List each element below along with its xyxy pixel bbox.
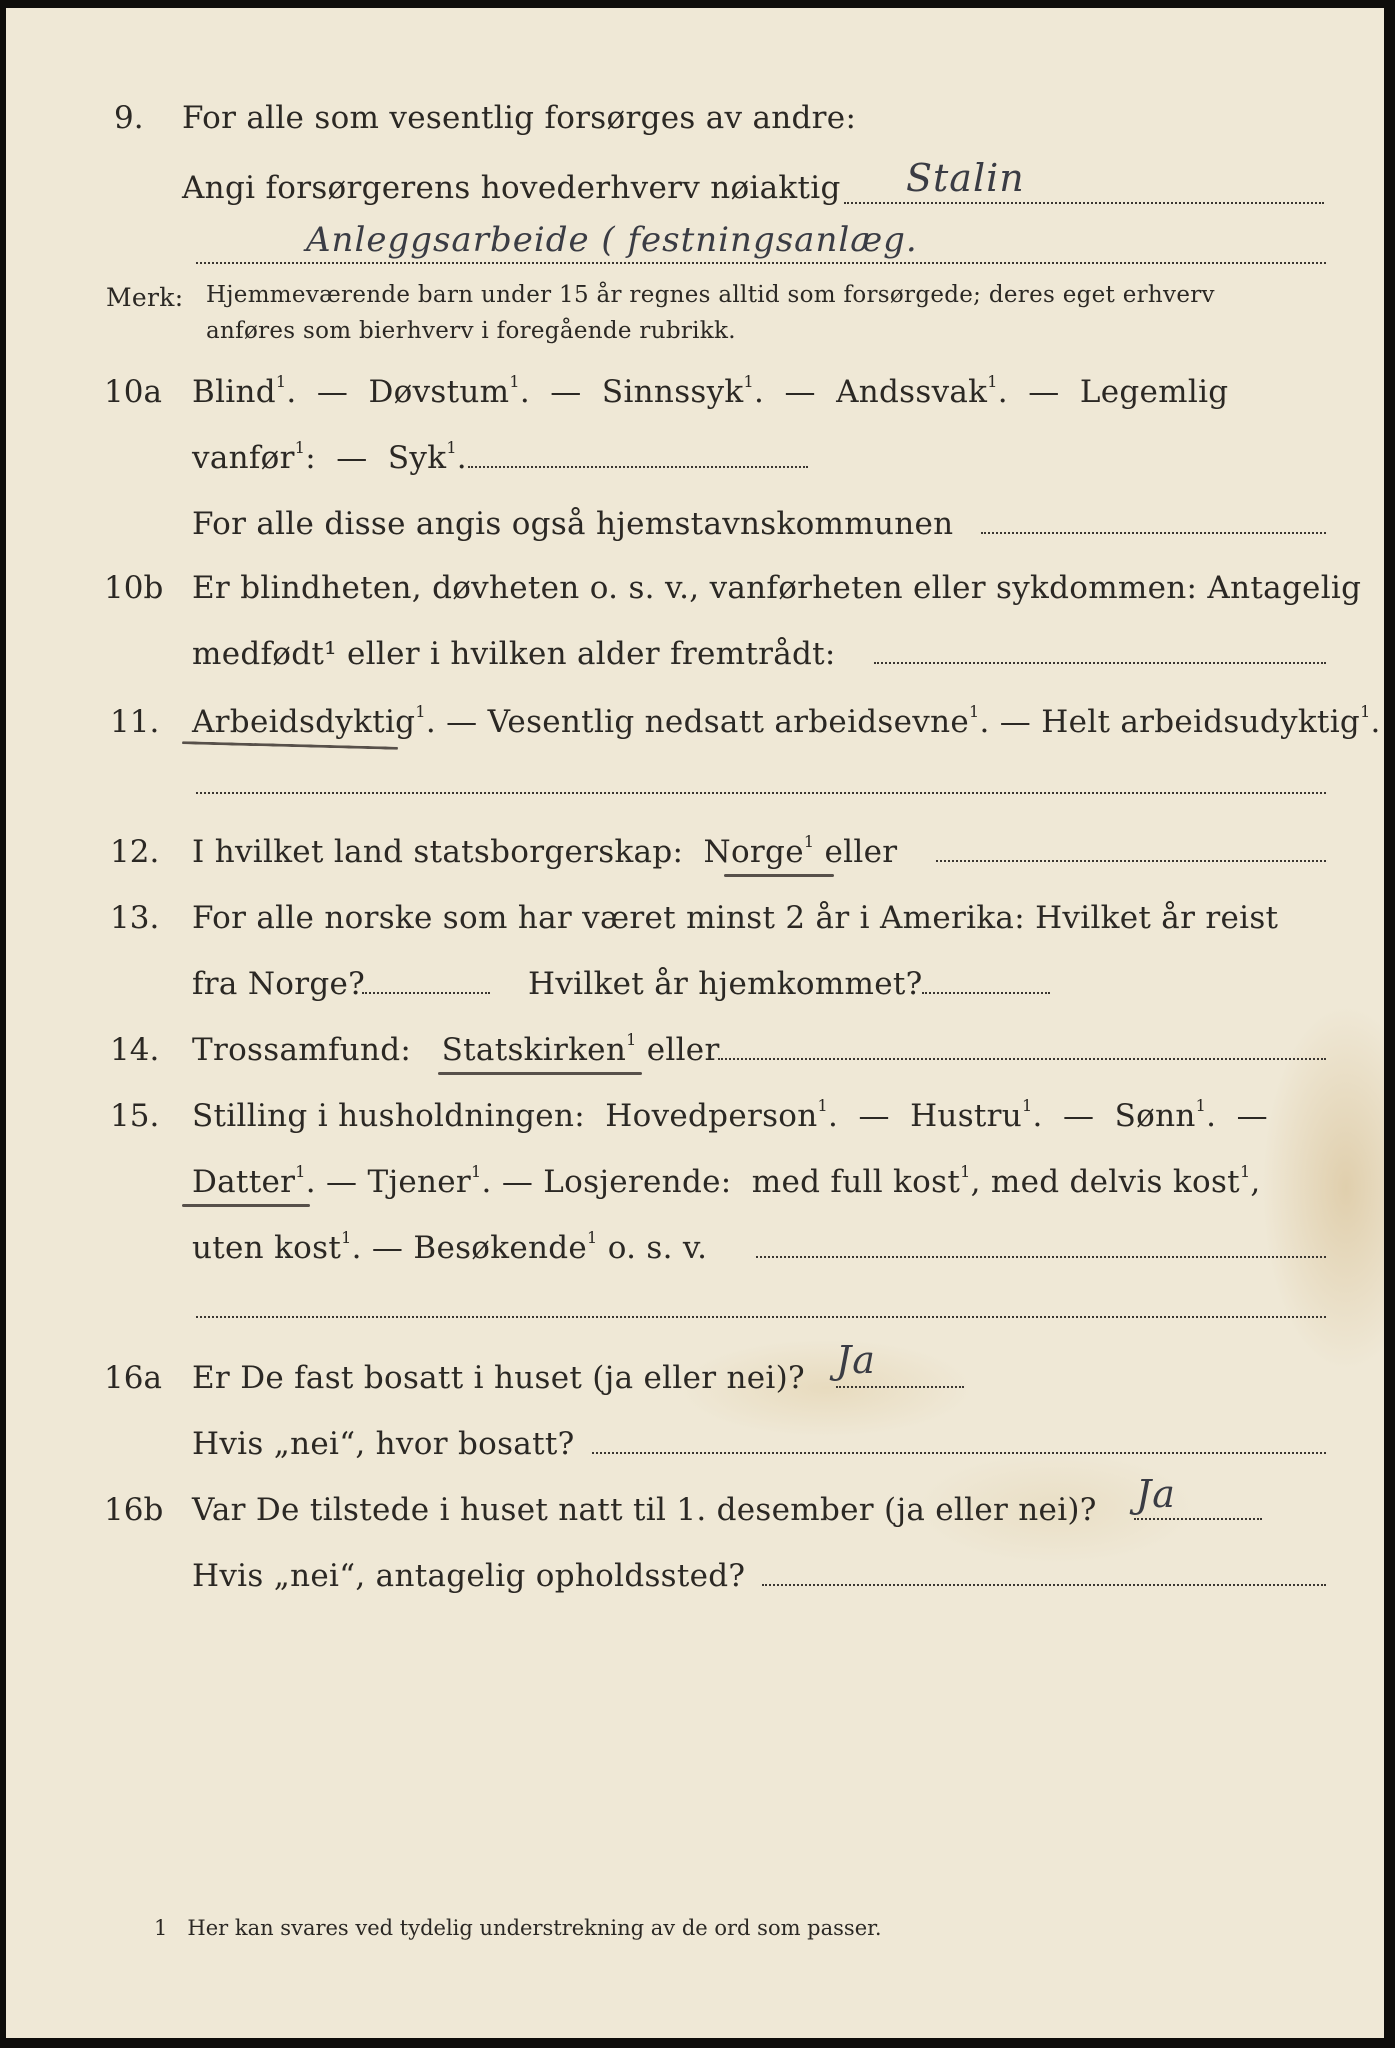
q11-helt[interactable]: Helt arbeidsudyktig	[1041, 704, 1361, 740]
q15-underline-ink	[182, 1204, 310, 1207]
q12-underline-ink	[724, 874, 834, 877]
q12-line: I hvilket land statsborgerskap: Norge$^1$ eller	[192, 832, 898, 870]
q9-text: For alle som vesentlig forsørges av andre:	[182, 100, 857, 136]
footnote	[154, 1914, 882, 1942]
q10a-number: 10a	[104, 374, 162, 410]
q14-line: Trossamfund: Statskirken$^1$ eller	[192, 1030, 720, 1068]
q12-text: I hvilket land statsborgerskap:	[192, 834, 684, 870]
q15-fullkost[interactable]: med full kost	[751, 1164, 961, 1200]
q10a-sinnssyk[interactable]: Sinnssyk	[601, 374, 744, 410]
q9-number: 9.	[114, 100, 144, 136]
q10a-syk[interactable]: Syk	[387, 440, 447, 476]
q16a-answer-line[interactable]	[836, 1386, 964, 1388]
q9-provider-handwritten-2: Anleggsarbeide ( festningsanlæg.	[306, 220, 918, 260]
q11-line-blank[interactable]	[196, 792, 1326, 794]
q12-norge[interactable]: Norge	[703, 834, 804, 870]
q16a-where-label: Hvis „nei“, hvor bosatt?	[192, 1426, 575, 1462]
q16a-text: Er De fast bosatt i huset (ja eller nei)?	[192, 1360, 805, 1396]
q15-line-blank[interactable]	[756, 1256, 1326, 1258]
q10a-andssvak[interactable]: Andssvak	[836, 374, 988, 410]
q16b-answer-handwritten: Ja	[1136, 1472, 1176, 1516]
q15-line3: uten kost$^1$. — Besøkende$^1$ o. s. v.	[192, 1228, 708, 1266]
merk-text-2: anføres som bierhverv i foregående rubrikk.	[206, 318, 736, 344]
q10a-vanfor[interactable]: vanfør	[192, 440, 295, 476]
q15-label: Stilling i husholdningen:	[192, 1098, 585, 1134]
q15-line-blank-2[interactable]	[196, 1316, 1326, 1318]
q9-provider-line[interactable]	[844, 202, 1324, 204]
q13-departure-label: fra Norge?	[192, 966, 366, 1002]
q10a-home-label: For alle disse angis også hjemstavnskommunen	[192, 506, 954, 542]
q10b-text-2: medfødt¹ eller i hvilken alder fremtrådt:	[192, 636, 836, 672]
q15-delviskost[interactable]: med delvis kost	[990, 1164, 1240, 1200]
q16a-answer-handwritten: Ja	[836, 1338, 876, 1382]
footnote-marker: 1	[154, 1916, 168, 1940]
q14-label: Trossamfund:	[192, 1032, 412, 1068]
q13-return-line[interactable]	[922, 992, 1050, 994]
q15-losjerende[interactable]: Losjerende:	[543, 1164, 732, 1200]
q15-osv: o. s. v.	[607, 1230, 708, 1266]
census-form-page	[6, 8, 1384, 2038]
q9-provider-handwritten: Stalin	[906, 156, 1025, 200]
q10a-line2: vanfør$^1$: — Syk$^1$.	[192, 438, 467, 476]
q11-arbeidsdyktig[interactable]: Arbeidsdyktig	[192, 704, 416, 740]
q10b-line[interactable]	[874, 662, 1326, 664]
q15-besokende[interactable]: Besøkende	[413, 1230, 588, 1266]
q14-line-blank[interactable]	[718, 1058, 1326, 1060]
q9-provider-label: Angi forsørgerens hovederhverv nøiaktig	[182, 170, 841, 206]
q10a-legemlig[interactable]: Legemlig	[1079, 374, 1229, 410]
q15-datter[interactable]: Datter	[192, 1164, 296, 1200]
q13-number: 13.	[110, 900, 160, 936]
q16b-where-line[interactable]	[762, 1584, 1326, 1586]
q14-number: 14.	[110, 1032, 160, 1068]
q10a-dovstum[interactable]: Døvstum	[368, 374, 510, 410]
merk-text-1: Hjemmeværende barn under 15 år regnes alltid som forsørgede; deres eget erhverv	[206, 282, 1215, 308]
footnote-text: Her kan svares ved tydelig understrekning av de ord som passer.	[187, 1916, 882, 1940]
q11-line: Arbeidsdyktig$^1$. — Vesentlig nedsatt arbeidsevne$^1$. — Helt arbeidsudyktig$^1$.	[192, 702, 1381, 740]
q16b-where-label: Hvis „nei“, antagelig opholdssted?	[192, 1558, 746, 1594]
q10a-home-line[interactable]	[981, 532, 1326, 534]
q14-eller: eller	[646, 1032, 720, 1068]
q10a-line1: Blind$^1$. — Døvstum$^1$. — Sinnssyk$^1$. — Andssvak$^1$. — Legemlig	[192, 372, 1229, 410]
q15-line1: Stilling i husholdningen: Hovedperson$^1$. — Hustru$^1$. — Sønn$^1$. —	[192, 1096, 1268, 1134]
q9-provider-line-2[interactable]	[196, 262, 1326, 264]
q14-underline-ink	[438, 1072, 642, 1075]
q10a-syk-line[interactable]	[468, 466, 808, 468]
q12-number: 12.	[110, 834, 160, 870]
q15-number: 15.	[110, 1098, 160, 1134]
q16b-number: 16b	[104, 1492, 164, 1528]
q14-statskirken[interactable]: Statskirken	[441, 1032, 627, 1068]
q13-text: For alle norske som har været minst 2 år i Amerika: Hvilket år reist	[192, 900, 1279, 936]
q10b-number: 10b	[104, 570, 164, 606]
q11-underline-ink	[182, 741, 398, 750]
q12-line-blank[interactable]	[936, 860, 1326, 862]
q13-return-label: Hvilket år hjemkommet?	[528, 966, 923, 1002]
q15-sonn[interactable]: Sønn	[1114, 1098, 1196, 1134]
q16b-answer-line[interactable]	[1134, 1518, 1262, 1520]
q15-tjener[interactable]: Tjener	[367, 1164, 472, 1200]
q12-eller: eller	[824, 834, 898, 870]
q16b-text: Var De tilstede i huset natt til 1. desember (ja eller nei)?	[192, 1492, 1097, 1528]
merk-label: Merk:	[106, 283, 184, 312]
q16a-number: 16a	[104, 1360, 162, 1396]
q10b-text: Er blindheten, døvheten o. s. v., vanførheten eller sykdommen: Antagelig	[192, 570, 1362, 606]
q10a-blind[interactable]: Blind	[192, 374, 276, 410]
q15-line2: Datter$^1$. — Tjener$^1$. — Losjerende: med full kost$^1$, med delvis kost$^1$,	[192, 1162, 1261, 1200]
q16a-where-line[interactable]	[592, 1452, 1326, 1454]
q15-utenkost[interactable]: uten kost	[192, 1230, 342, 1266]
q15-hovedperson[interactable]: Hovedperson	[605, 1098, 818, 1134]
q15-hustru[interactable]: Hustru	[910, 1098, 1023, 1134]
q11-vesentlig[interactable]: Vesentlig nedsatt arbeidsevne	[487, 704, 970, 740]
q13-departure-line[interactable]	[362, 992, 490, 994]
q11-number: 11.	[110, 704, 160, 740]
